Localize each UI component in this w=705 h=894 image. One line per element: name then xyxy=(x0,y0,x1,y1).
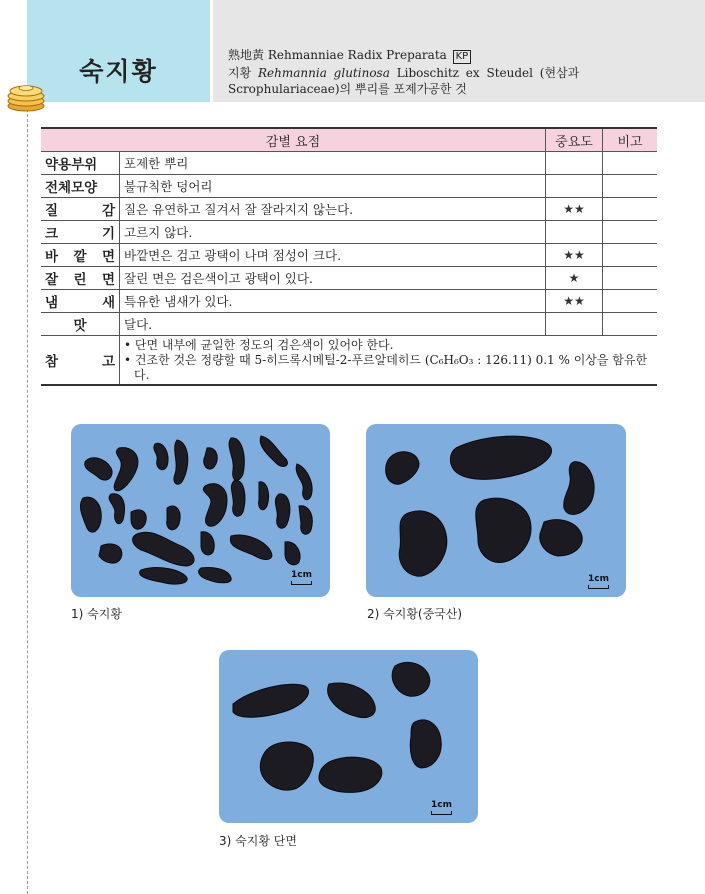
origin-line xyxy=(228,64,579,81)
reference-label: 참 고 xyxy=(41,336,120,386)
row-text: 달다. xyxy=(120,313,546,336)
row-text: 포제한 뿌리 xyxy=(120,152,546,175)
table-row xyxy=(41,244,657,267)
scale-bar xyxy=(431,800,452,815)
scale-label: 1cm xyxy=(431,800,452,810)
caption-3: 3) 숙지황 단면 xyxy=(219,834,297,848)
row-importance xyxy=(546,313,603,336)
row-importance xyxy=(546,152,603,175)
scale-bar xyxy=(291,570,312,585)
reference-item: • 건조한 것은 정량할 때 5-히드록시메틸-2-푸르알데히드 (C₆H₆O₃ : 126.11) 0.1 % 이상을 함유한다. xyxy=(124,352,648,382)
row-importance xyxy=(546,221,603,244)
row-note xyxy=(603,313,658,336)
photo-sukjihwang-china xyxy=(366,424,626,597)
row-text: 고르지 않다. xyxy=(120,221,546,244)
row-label: 크 기 xyxy=(41,221,120,244)
table-row xyxy=(41,198,657,221)
row-label: 약용부위 xyxy=(41,152,120,175)
row-text: 바깥면은 검고 광택이 나며 점성이 크다. xyxy=(120,244,546,267)
title-panel xyxy=(27,0,210,102)
root-sections-image xyxy=(219,650,478,823)
row-text: 불규칙한 덩어리 xyxy=(120,175,546,198)
origin-prefix: 지황 xyxy=(228,66,252,80)
reference-item: • 단면 내부에 균일한 정도의 검은색이 있어야 한다. xyxy=(124,337,394,352)
header-panel xyxy=(213,0,705,102)
table-row xyxy=(41,175,657,198)
row-importance: ★★ xyxy=(546,198,603,221)
header-note: 비고 xyxy=(603,128,658,152)
scale-label: 1cm xyxy=(291,570,312,580)
row-text: 특유한 냄새가 있다. xyxy=(120,290,546,313)
scale-bar xyxy=(588,574,609,589)
coin-stack-icon xyxy=(5,80,47,112)
row-importance: ★ xyxy=(546,267,603,290)
caption-1: 1) 숙지황 xyxy=(71,607,122,621)
table-row xyxy=(41,267,657,290)
table-row xyxy=(41,290,657,313)
table-row xyxy=(41,221,657,244)
origin-species: Rehmannia glutinosa xyxy=(258,66,390,80)
row-text: 질은 유연하고 질겨서 잘 잘라지지 않는다. xyxy=(120,198,546,221)
photo-sukjihwang-section xyxy=(219,650,478,823)
caption-2: 2) 숙지황(중국산) xyxy=(367,607,463,621)
table-row xyxy=(41,313,657,336)
row-note xyxy=(603,198,658,221)
reference-row xyxy=(41,336,657,386)
header-importance: 중요도 xyxy=(546,128,603,152)
row-note xyxy=(603,244,658,267)
table-header-row xyxy=(41,128,657,152)
reference-text xyxy=(120,336,658,386)
page-title: 숙지황 xyxy=(79,57,158,86)
row-note xyxy=(603,175,658,198)
row-importance: ★★ xyxy=(546,244,603,267)
row-note xyxy=(603,290,658,313)
header-points: 감별 요점 xyxy=(41,128,546,152)
row-label: 잘 린 면 xyxy=(41,267,120,290)
table-row xyxy=(41,152,657,175)
name-line xyxy=(228,46,471,64)
origin-line-2: Scrophulariaceae)의 뿌리를 포제가공한 것 xyxy=(228,82,467,96)
kp-badge: KP xyxy=(453,50,472,64)
root-pieces-image xyxy=(366,424,626,597)
row-text: 잘린 면은 검은색이고 광택이 있다. xyxy=(120,267,546,290)
identification-table xyxy=(41,127,657,386)
row-importance: ★★ xyxy=(546,290,603,313)
scale-label: 1cm xyxy=(588,574,609,584)
photo-sukjihwang xyxy=(71,424,330,597)
row-note xyxy=(603,152,658,175)
row-note xyxy=(603,221,658,244)
row-label: 바 깥 면 xyxy=(41,244,120,267)
row-label: 냄 새 xyxy=(41,290,120,313)
row-importance xyxy=(546,175,603,198)
row-note xyxy=(603,267,658,290)
latin-name: Rehmanniae Radix Preparata xyxy=(267,48,447,62)
margin-dotted-line xyxy=(27,104,28,894)
origin-suffix: Liboschitz ex Steudel (현삼과 xyxy=(396,66,580,80)
hanja-name: 熟地黃 xyxy=(228,48,265,62)
row-label: 질 감 xyxy=(41,198,120,221)
row-label: 전체모양 xyxy=(41,175,120,198)
row-label: 맛 xyxy=(41,313,120,336)
